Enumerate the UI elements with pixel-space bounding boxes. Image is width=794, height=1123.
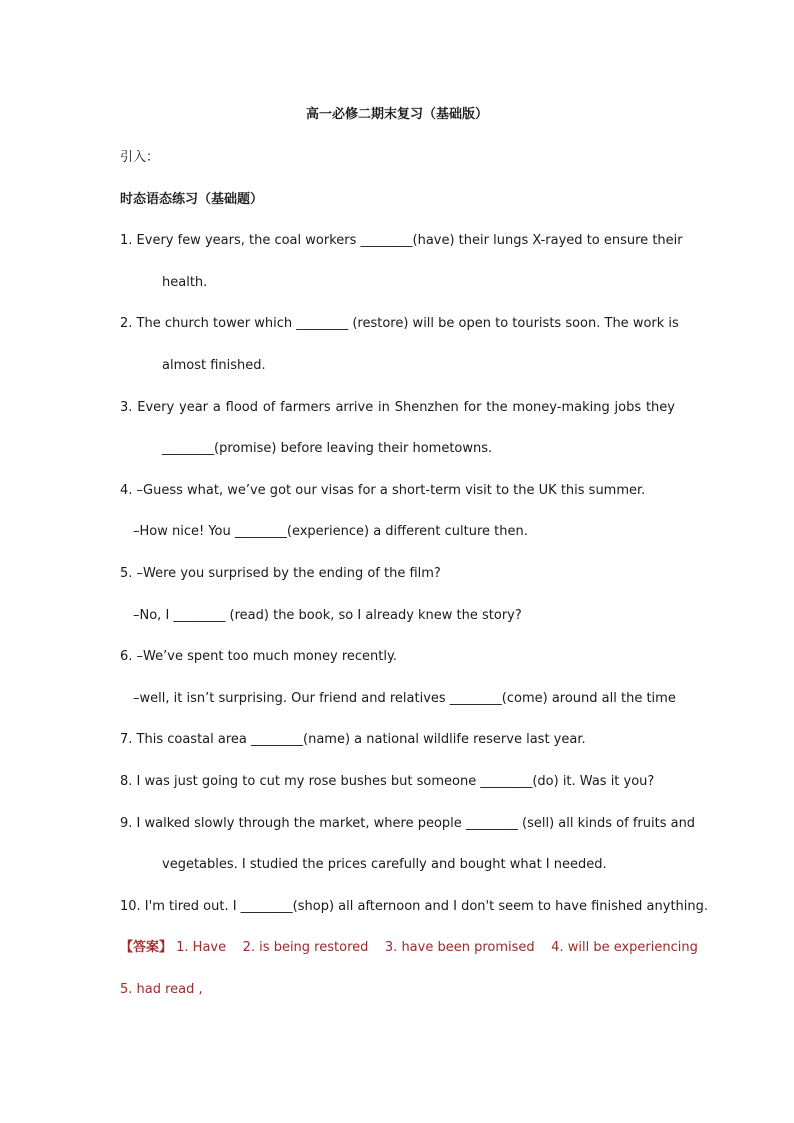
question-9-line-2: vegetables. I studied the prices carefully and bought what I needed. [162, 857, 607, 872]
answer-line-1 [120, 939, 698, 957]
question-10-line-1: 10. I'm tired out. I ________(shop) all afternoon and I don't seem to have finished anything. [120, 899, 709, 914]
question-3-line-2: ________(promise) before leaving their hometowns. [162, 441, 493, 456]
question-1-line-2: health. [162, 275, 208, 290]
question-7-line-1: 7. This coastal area ________(name) a national wildlife reserve last year. [120, 732, 586, 747]
question-3-line-1: 3. Every year a flood of farmers arrive in Shenzhen for the money-making jobs they [120, 400, 675, 415]
question-2-line-1: 2. The church tower which ________ (restore) will be open to tourists soon. The work is [120, 316, 679, 331]
question-2-line-2: almost finished. [162, 358, 266, 373]
document-title: 高一必修二期末复习（基础版） [305, 107, 488, 122]
answer-values-1: 1. Have 2. is being restored 3. have been promised 4. will be experiencing [172, 940, 698, 955]
intro-label: 引入： [120, 150, 160, 165]
question-4-line-2: –How nice! You ________(experience) a different culture then. [133, 524, 528, 539]
question-5-line-2: –No, I ________ (read) the book, so I already knew the story? [133, 608, 522, 623]
question-4-line-1: 4. –Guess what, we’ve got our visas for a short-term visit to the UK this summer. [120, 483, 646, 498]
question-9-line-1: 9. I walked slowly through the market, where people ________ (sell) all kinds of fruits and [120, 816, 696, 831]
answer-line-2: 5. had read , [120, 982, 203, 997]
question-1-line-1: 1. Every few years, the coal workers ________(have) their lungs X-rayed to ensure their [120, 233, 683, 248]
question-5-line-1: 5. –Were you surprised by the ending of the film? [120, 566, 441, 581]
answer-label: 【答案】 [120, 940, 173, 955]
question-6-line-1: 6. –We’ve spent too much money recently. [120, 649, 397, 664]
question-6-line-2: –well, it isn’t surprising. Our friend and relatives ________(come) around all the time [133, 691, 676, 706]
question-8-line-1: 8. I was just going to cut my rose bushes but someone ________(do) it. Was it you? [120, 774, 655, 789]
section-heading: 时态语态练习（基础题） [120, 192, 264, 207]
